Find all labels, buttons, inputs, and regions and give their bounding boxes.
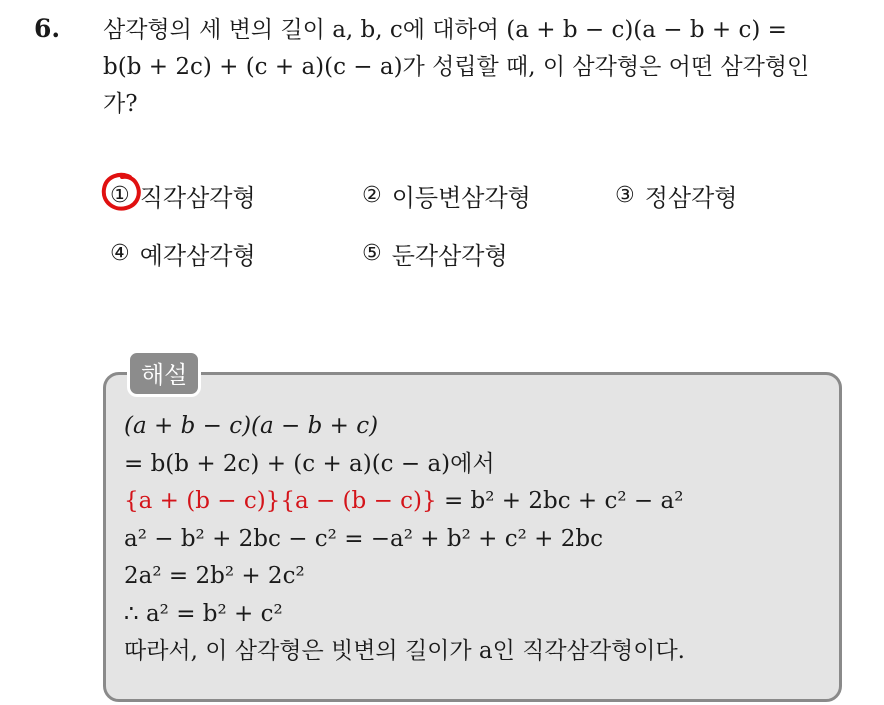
choice-5-mark: ⑤ xyxy=(362,241,382,266)
choice-2-label: 이등변삼각형 xyxy=(391,184,531,212)
solution-content xyxy=(124,408,685,671)
question-line-2: b(b + 2c) + (c + a)(c − a)가 성립할 때, 이 삼각형은 어떤 삼각형인 xyxy=(103,54,810,80)
solution-tag: 해설 xyxy=(127,350,201,397)
solution-line-1: (a + b − c)(a − b + c) xyxy=(124,413,379,439)
choice-1-mark: ① xyxy=(110,183,130,208)
question-line-1: 삼각형의 세 변의 길이 a, b, c에 대하여 (a + b − c)(a − b + c) = xyxy=(103,17,787,43)
solution-line-6: ∴ a² = b² + c² xyxy=(124,600,283,627)
solution-line-5: 2a² = 2b² + 2c² xyxy=(124,563,305,589)
choice-4-mark: ④ xyxy=(110,241,130,266)
solution-line-2: = b(b + 2c) + (c + a)(c − a)에서 xyxy=(124,450,495,477)
choice-4[interactable] xyxy=(110,236,256,271)
solution-line-7: 따라서, 이 삼각형은 빗변의 길이가 a인 직각삼각형이다. xyxy=(124,638,685,664)
choice-3-mark: ③ xyxy=(615,183,635,208)
choice-1-label: 직각삼각형 xyxy=(139,184,256,212)
question-line-3: 가? xyxy=(103,91,138,117)
choice-5[interactable] xyxy=(362,236,508,271)
solution-line-3 xyxy=(124,483,685,521)
choice-2[interactable] xyxy=(362,178,531,213)
question-text xyxy=(103,12,863,123)
solution-line-4: a² − b² + 2bc − c² = −a² + b² + c² + 2bc xyxy=(124,525,603,552)
question-number: 6. xyxy=(34,14,61,43)
choice-4-label: 예각삼각형 xyxy=(139,242,256,270)
choice-2-mark: ② xyxy=(362,183,382,208)
choice-3-label: 정삼각형 xyxy=(644,184,738,212)
choice-5-label: 둔각삼각형 xyxy=(391,242,508,270)
solution-line-3-highlight: {a + (b − c)}{a − (b − c)} xyxy=(124,488,437,514)
solution-line-3-rest: = b² + 2bc + c² − a² xyxy=(436,488,684,514)
choice-3[interactable] xyxy=(615,178,737,213)
choice-1[interactable] xyxy=(110,178,256,213)
